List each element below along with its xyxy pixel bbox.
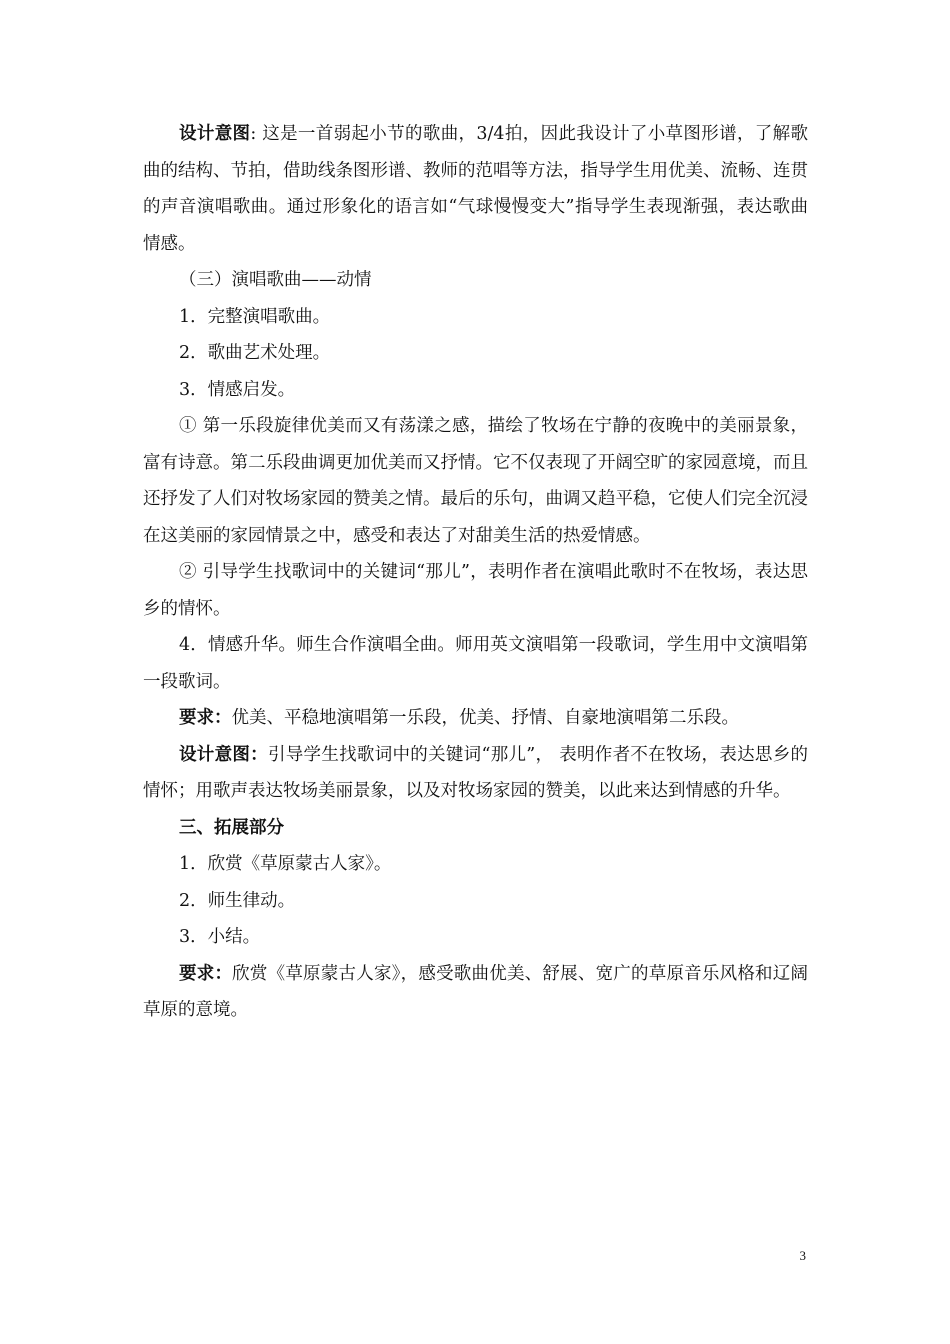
requirement-paragraph-1 <box>143 700 808 737</box>
section-heading-extension: 三、拓展部分 <box>179 817 284 838</box>
design-intent-label: 设计意图 <box>179 124 251 144</box>
design-intent-paragraph-1 <box>143 116 808 262</box>
design-intent-text: : 这是一首弱起小节的歌曲，3/4拍，因此我设计了小草图形谱，了解歌曲的结构、节拍，借助线条图形谱、教师的范唱等方法，指导学生用优美、流畅、连贯的声音演唱歌曲。通过形象化的语言如“气球慢慢变大”指导学生表现渐强，表达歌曲情感。 <box>143 124 809 254</box>
list-item-4: 4．情感升华。师生合作演唱全曲。师用英文演唱第一段歌词，学生用中文演唱第一段歌词。 <box>143 635 808 692</box>
analysis-paragraph-1: ① 第一乐段旋律优美而又有荡漾之感，描绘了牧场在宁静的夜晚中的美丽景象，富有诗意。第二乐段曲调更加优美而又抒情。它不仅表现了开阔空旷的家园意境，而且还抒发了人们对牧场家园的赞美之情。最后的乐句，曲调又趋平稳，它使人们完全沉浸在这美丽的家园情景之中，感受和表达了对甜美生活的热爱情感。 <box>143 416 808 546</box>
page-number: 3 <box>799 1248 806 1263</box>
requirement-label: 要求： <box>179 708 232 728</box>
design-intent-label-2: 设计意图： <box>179 744 268 765</box>
requirement-paragraph-2 <box>143 956 808 1029</box>
extension-item-3: 3．小结。 <box>179 927 261 947</box>
design-intent-text-2: 引导学生找歌词中的关键词“那儿”， 表明作者不在牧场，表达思乡的情怀；用歌声表达牧场美丽景象，以及对牧场家园的赞美，以此来达到情感的升华。 <box>143 744 808 801</box>
extension-item-2: 2．师生律动。 <box>179 890 296 911</box>
list-item-3: 3．情感启发。 <box>179 379 296 400</box>
requirement-label-2: 要求： <box>179 963 233 984</box>
section-heading-sing: （三）演唱歌曲——动情 <box>179 270 372 290</box>
design-intent-paragraph-2 <box>143 737 808 810</box>
list-item-1: 1．完整演唱歌曲。 <box>179 306 331 327</box>
requirement-text: 优美、平稳地演唱第一乐段，优美、抒情、自豪地演唱第二乐段。 <box>231 708 739 728</box>
analysis-paragraph-2: ② 引导学生找歌词中的关键词“那儿”，表明作者在演唱此歌时不在牧场，表达思乡的情怀。 <box>143 562 808 619</box>
document-body <box>143 116 808 1029</box>
extension-item-1: 1．欣赏《草原蒙古人家》。 <box>179 854 392 874</box>
requirement-text-2: 欣赏《草原蒙古人家》，感受歌曲优美、舒展、宽广的草原音乐风格和辽阔草原的意境。 <box>143 963 809 1020</box>
list-item-2: 2．歌曲艺术处理。 <box>179 343 331 363</box>
